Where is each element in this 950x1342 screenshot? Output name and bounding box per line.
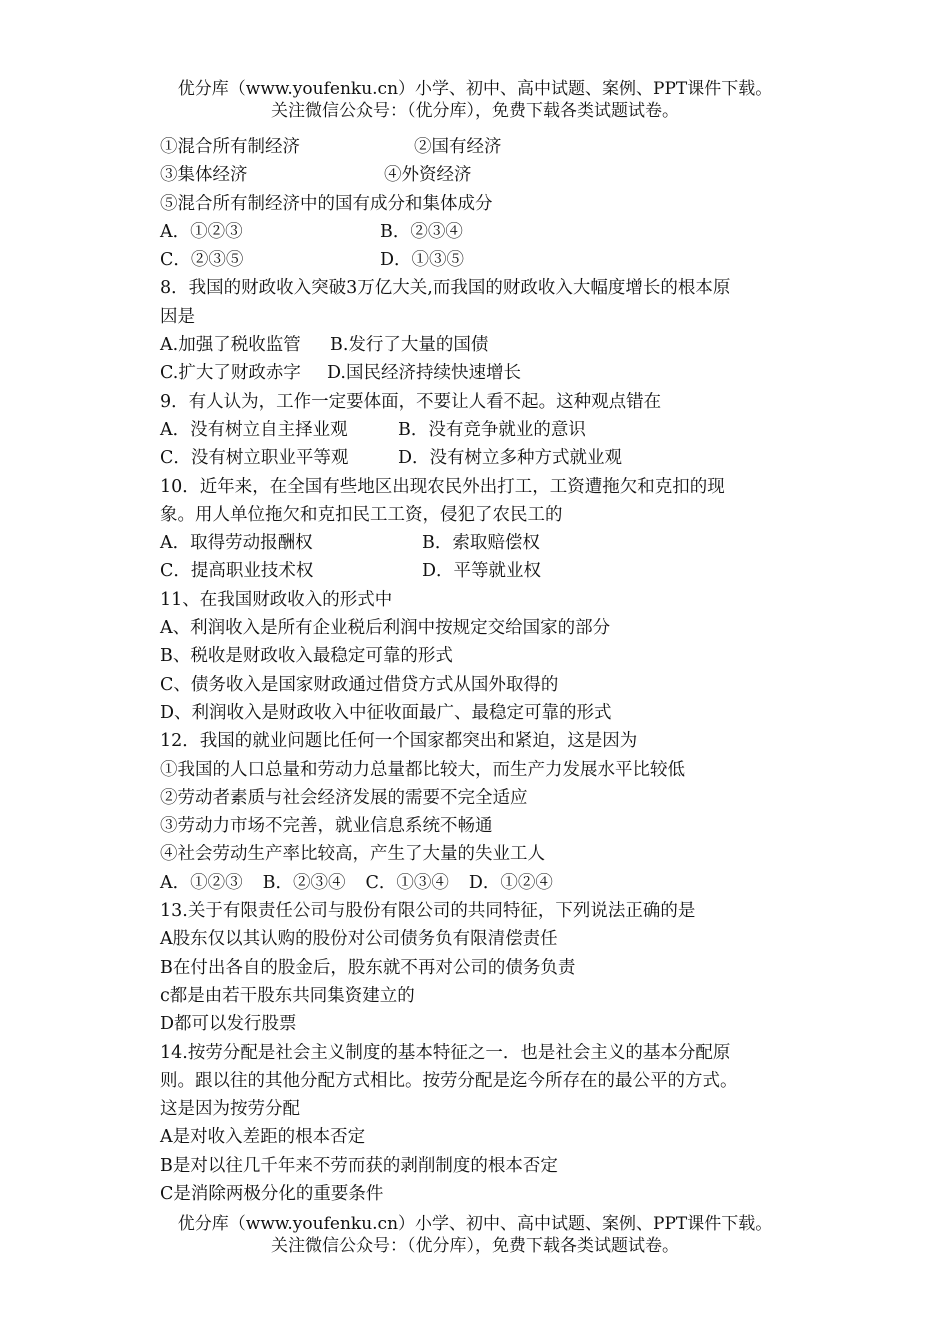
q9-option-d: D．没有树立多种方式就业观 xyxy=(398,448,623,469)
q7-option-a: A．①②③ xyxy=(160,221,243,242)
q7-item-3: ③集体经济 xyxy=(160,165,248,186)
q10-option-row xyxy=(160,557,820,585)
q13-option-d: D都可以发行股票 xyxy=(160,1014,297,1035)
q13-option-c: c都是由若干股东共同集资建立的 xyxy=(160,985,415,1006)
q11-option-a: A、利润收入是所有企业税后利润中按规定交给国家的部分 xyxy=(160,618,611,639)
q7-item-1: ①混合所有制经济 xyxy=(160,137,300,157)
q8-option-b: B.发行了大量的国债 xyxy=(330,335,489,356)
q11-stem: 11、在我国财政收入的形式中 xyxy=(160,589,393,610)
page-footer xyxy=(0,1213,950,1257)
q14-option-a: A是对收入差距的根本否定 xyxy=(160,1127,366,1148)
q8-option-c: C.扩大了财政赤字 xyxy=(160,363,301,384)
q10-stem-line-1: 10．近年来，在全国有些地区出现农民外出打工，工资遭拖欠和克扣的现 xyxy=(160,476,725,497)
q13-stem: 13.关于有限责任公司与股份有限公司的共同特征，下列说法正确的是 xyxy=(160,901,696,922)
q13-option-b: B在付出各自的股金后，股东就不再对公司的债务负责 xyxy=(160,957,576,978)
header-line-1: 优分库（www.youfenku.cn）小学、初中、高中试题、案例、PPT课件下载。 xyxy=(177,79,773,99)
question-body xyxy=(160,133,820,1208)
q10-stem-line-2: 象。用人单位拖欠和克扣民工工资，侵犯了农民工的 xyxy=(160,504,563,525)
q12-item-4: ④社会劳动生产率比较高，产生了大量的失业工人 xyxy=(160,844,545,865)
q8-option-d: D.国民经济持续快速增长 xyxy=(327,363,521,384)
q8-stem-line-1: 8．我国的财政收入突破3万亿大关,而我国的财政收入大幅度增长的根本原 xyxy=(160,278,731,299)
footer-line-2: 关注微信公众号：（优分库），免费下载各类试题试卷。 xyxy=(271,1236,679,1256)
q9-option-b: B．没有竞争就业的意识 xyxy=(398,419,586,440)
q7-option-row xyxy=(160,218,820,246)
q11-option-b: B、税收是财政收入最稳定可靠的形式 xyxy=(160,646,453,667)
q10-option-row xyxy=(160,529,820,557)
q9-stem: 9．有人认为，工作一定要体面，不要让人看不起。这种观点错在 xyxy=(160,391,662,412)
q12-item-3: ③劳动力市场不完善，就业信息系统不畅通 xyxy=(160,816,493,837)
q7-item-5: ⑤混合所有制经济中的国有成分和集体成分 xyxy=(160,193,493,214)
q9-option-row xyxy=(160,416,820,444)
q7-item-row xyxy=(160,133,820,161)
q8-option-row xyxy=(160,359,820,387)
q9-option-row xyxy=(160,444,820,472)
q12-option-a: A．①②③ xyxy=(160,872,243,893)
q10-option-a: A．取得劳动报酬权 xyxy=(160,533,313,554)
q7-item-4: ④外资经济 xyxy=(384,165,472,186)
q10-option-d: D．平等就业权 xyxy=(422,561,542,582)
q7-option-row xyxy=(160,246,820,274)
q14-stem-line-2: 则。跟以往的其他分配方式相比。按劳分配是迄今所存在的最公平的方式。 xyxy=(160,1070,738,1091)
q13-option-a: A股东仅以其认购的股份对公司债务负有限清偿责任 xyxy=(160,929,558,950)
q12-option-d: D．①②④ xyxy=(468,872,553,893)
q7-item-2: ②国有经济 xyxy=(414,137,502,157)
q12-stem: 12．我国的就业问题比任何一个国家都突出和紧迫，这是因为 xyxy=(160,731,638,752)
q11-option-c: C、债务收入是国家财政通过借贷方式从国外取得的 xyxy=(160,674,559,695)
q12-item-1: ①我国的人口总量和劳动力总量都比较大，而生产力发展水平比较低 xyxy=(160,759,685,780)
q12-option-b: B．②③④ xyxy=(262,872,346,893)
q8-stem-line-2: 因是 xyxy=(160,306,195,327)
q8-option-row xyxy=(160,331,820,359)
q7-item-row xyxy=(160,161,820,189)
footer-line-1: 优分库（www.youfenku.cn）小学、初中、高中试题、案例、PPT课件下载。 xyxy=(177,1214,773,1234)
q14-stem-line-3: 这是因为按劳分配 xyxy=(160,1099,300,1120)
q9-option-a: A．没有树立自主择业观 xyxy=(160,419,348,440)
q12-item-2: ②劳动者素质与社会经济发展的需要不完全适应 xyxy=(160,787,528,808)
q10-option-c: C．提高职业技术权 xyxy=(160,561,314,582)
q12-option-c: C．①③④ xyxy=(365,872,449,893)
page-header xyxy=(0,78,950,122)
q7-option-c: C．②③⑤ xyxy=(160,250,244,271)
q14-option-b: B是对以往几千年来不劳而获的剥削制度的根本否定 xyxy=(160,1155,558,1176)
q11-option-d: D、利润收入是财政收入中征收面最广、最稳定可靠的形式 xyxy=(160,702,612,723)
q14-option-c: C是消除两极分化的重要条件 xyxy=(160,1183,384,1204)
q9-option-c: C．没有树立职业平等观 xyxy=(160,448,349,469)
q12-option-row xyxy=(160,869,820,897)
header-line-2: 关注微信公众号：（优分库），免费下载各类试题试卷。 xyxy=(271,101,679,121)
q14-stem-line-1: 14.按劳分配是社会主义制度的基本特征之一．也是社会主义的基本分配原 xyxy=(160,1042,731,1063)
q8-option-a: A.加强了税收监管 xyxy=(160,335,301,356)
q10-option-b: B．索取赔偿权 xyxy=(422,533,540,554)
q7-option-b: B．②③④ xyxy=(380,221,463,242)
q7-option-d: D．①③⑤ xyxy=(380,250,465,271)
